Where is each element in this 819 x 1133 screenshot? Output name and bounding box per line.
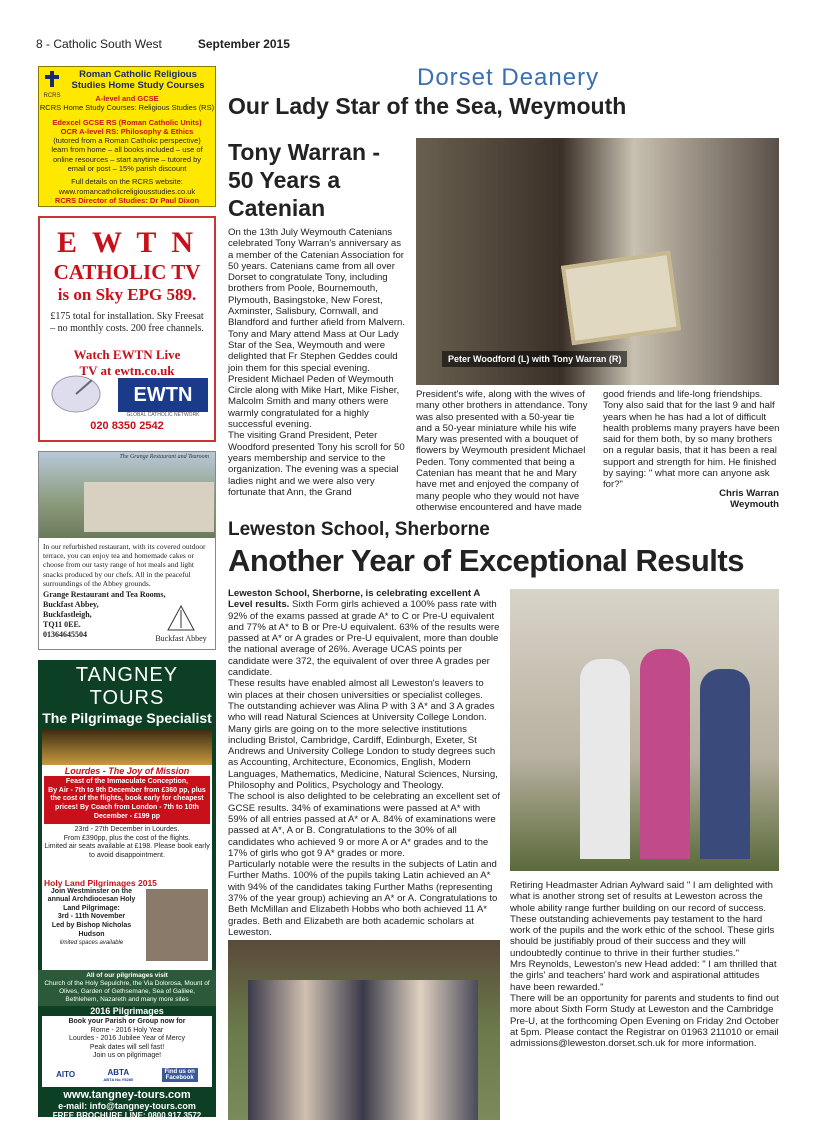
photo-caption: Peter Woodford (L) with Tony Warran (R) bbox=[442, 351, 627, 367]
satellite-dish-icon bbox=[46, 368, 106, 418]
rcrs-line: OCR A-level RS: Philosophy & Ethics bbox=[60, 126, 194, 136]
tangney-title: TANGNEY TOURS bbox=[75, 664, 179, 709]
rcrs-line: Full details on the RCRS website: bbox=[71, 177, 183, 187]
article-column: Retiring Headmaster Adrian Aylward said " I am delighted with what is another strong set of results at Leweston across the whole ability range further building on our record of success. These outstanding achievements pay testament to the hard work of the pupils and the work ethic of the school. These girls should be justifiably proud of their success and they will undoubtedly continue to thrive in their further studies." Mrs Reynolds, Leweston's new Head added: " I am thrilled that the girls' and teachers' hard work and aspirational attitudes have been rewarded." There will be an opportunity for parents and students to find out more about Sixth Form Study at Leweston and the Cambridge Pre-U, at the forthcoming Open Evening on Friday 2nd October at 5pm. Please contact the Registrar on 01963 211010 or email admissions@leweston.dorset.sch.uk for more information. bbox=[510, 880, 779, 1050]
ewtn-title: E W T N bbox=[56, 226, 198, 259]
students-celebrating-photo bbox=[510, 589, 779, 871]
page-header bbox=[36, 37, 290, 51]
section-title: Dorset Deanery bbox=[417, 64, 600, 91]
article-column: Leweston School, Sherborne, is celebrating excellent A Level results. Sixth Form girls achieved a 100% pass rate with 92% of the exams passed at grade A* to C or Pre-U equivalent and 77% at A* to B or Pre-U equivalent. 63% of the results were passed at A* or A grades or Pre-U equivalent, more than double the national average of 26%. Average UCAS points per candidate were 372, the equivalent of over three A grades per candidate. These results have enabled almost all Leweston's leavers to win places at their chosen universities or specialist colleges. The outstanding achiever was Alina P with 3 A* and 3 A grades who will read Natural Sciences at University College London. Many girls are going on to the more selective institutions including Bristol, Cambridge, Cardiff, Edinburgh, Exeter, St Andrews and University College London to study degrees such as Accounting, Architecture, Economics, English, Modern Languages, Mathematics, Medicine, Natural Sciences, Nursing, Philosophy and Politics, Psychology and Theology. The school is also delighted to be celebrating an excellent set of GCSE results. 34% of examinations were passed at A* with 59% of all entries passed at A* or A. 84% of examinations were passed at A*, A or B. Congratulations to the 30% of all candidates who achieved 9 or more A or A* grades and to the 17% of girls who got 9 A* grades or more. Particularly notable were the results in the subjects of Latin and Further Maths. 100% of the pupils taking Latin achieved an A* with 94% of the candidates taking Further Maths (representing 37% of the year group) achieving an A* or A. Congratulations to Beth McMillan and Elizabeth Hobbs who both achieved 11 A* grades. Beth and Elizabeth are both academic scholars at Leweston. bbox=[228, 588, 500, 938]
rcrs-line: RCRS Home Study Courses: Religious Studies (RS) bbox=[39, 103, 215, 113]
rcrs-line: Edexcel GCSE RS (Roman Catholic Units) bbox=[52, 117, 202, 127]
aito-logo: AITO bbox=[56, 1070, 76, 1080]
tony-warran-photo bbox=[416, 138, 779, 385]
ewtn-website[interactable]: TV at ewtn.co.uk bbox=[79, 363, 175, 378]
rcrs-logo: RCRS bbox=[42, 70, 62, 96]
article-title: Another Year of Exceptional Results bbox=[228, 543, 744, 578]
rcrs-line: A-level and GCSE bbox=[95, 94, 159, 103]
ewtn-info: £175 total for installation. Sky Freesat – no monthly costs. 200 free channels. bbox=[50, 311, 204, 334]
byline: Chris Warran Weymouth bbox=[719, 488, 779, 511]
ewtn-watch: Watch EWTN Live bbox=[73, 347, 181, 362]
page-number: 8 - Catholic South West bbox=[36, 37, 162, 51]
students-group-photo bbox=[228, 940, 500, 1120]
rcrs-line: learn from home – all books included – use of online resources – start anytime – tutored by email or post – 15% parish discount bbox=[51, 145, 203, 174]
tangney-email[interactable]: e-mail: info@tangney-tours.com bbox=[58, 1100, 196, 1111]
tangney-advert[interactable]: TANGNEY TOURS The Pilgrimage Specialist Lourdes - The Joy of Mission Feast of the Immaculate Conception, By Air - 7th to 9th December from £360 pp, plus the cost of the flights, book early for cheapest prices! By Coach from London - 7th to 10th December - £199 pp 23rd - 27th December in Lourdes. From £390pp, plus the cost of the flights. Limited air seats available at £198. Please book early to avoid disappointment. Holy Land Pilgrimages 2015 Join Westminster on the annual Archdiocesan Holy Land Pilgrimage: 3rd - 11th November Led by Bishop Nicholas Hudson limited spaces available All of our pilgrimages visit Church of the Holy Sepulchre, the Via Dolorosa, Mount of Olives, Garden of Gethsemane, Sea of Galilee, Bethlehem, Nazareth and many more sites 2016 Pilgrimages Book your Parish or Group now for Rome - 2016 Holy Year Lourdes - 2016 Jubilee Year of Mercy Peak dates will sell fast! Join us on pilgrimage! AITO ABTA ABTA No.Y5280 Find us on Facebook www.tangney-tours.com e-mail: info@tangney-tours.com FREE BROCHURE LINE: 0800 917 3572 bbox=[38, 660, 216, 1117]
rcrs-line: RCRS Director of Studies: Dr Paul Dixon bbox=[54, 195, 200, 205]
ewtn-advert[interactable] bbox=[38, 216, 216, 442]
rcrs-link[interactable]: www.romancatholicreligiousstudies.co.uk bbox=[58, 186, 196, 196]
bishop-photo bbox=[146, 889, 208, 961]
article-column: On the 13th July Weymouth Catenians celebrated Tony Warran's anniversary as a member of the Catenian Association for 50 years. Catenians came from all over Dorset to congratulate Tony, including brothers from Poole, Bournemouth, Plymouth, Basingstoke, New Forest, Axminster, Salisbury, Cornwall, and Blandford and further afield from Malvern. Tony and Mary attend Mass at Our Lady Star of the Sea, Weymouth and were delighted that Fr Stephen Geddes could join them for this special evening. President Michael Peden of Weymouth Circle along with Mike Hart, Mike Fisher, Malcolm Smith and many others were warmly congratulated for a highly successful evening. The visiting Grand President, Peter Woodford presented Tony his scroll for 50 years membership and service to the organization. The evening was a special ladies night and we were also very fortunate that Ann, the Grand bbox=[228, 227, 406, 498]
restaurant-photo bbox=[39, 452, 215, 538]
grange-banner: The Grange Restaurant and Tearoom bbox=[119, 454, 209, 460]
ewtn-sky: is on Sky EPG 589. bbox=[57, 285, 197, 304]
buckfast-logo: Buckfast Abbey bbox=[151, 604, 211, 643]
abta-logo: ABTA ABTA No.Y5280 bbox=[103, 1067, 134, 1082]
ewtn-phone: 020 8350 2542 bbox=[90, 420, 164, 432]
facebook-icon[interactable]: Find us on Facebook bbox=[162, 1068, 198, 1082]
tangney-website[interactable]: www.tangney-tours.com bbox=[63, 1088, 191, 1101]
grange-advert[interactable] bbox=[38, 451, 216, 650]
holy-land-heading: Holy Land Pilgrimages 2015 bbox=[44, 878, 157, 888]
candles-photo bbox=[42, 729, 212, 765]
grange-text: In our refurbished restaurant, with its covered outdoor terrace, you can enjoy tea and homemade cakes or choose from our tasty range of hot meals and light snacks produced by our chefs. All in the peaceful surroundings of the Abbey grounds. bbox=[43, 542, 206, 588]
ewtn-subtitle: CATHOLIC TV bbox=[53, 260, 201, 284]
rcrs-advert[interactable] bbox=[38, 66, 216, 207]
article-subheadline: Tony Warran - 50 Years a Catenian bbox=[228, 139, 381, 221]
tangney-subtitle: The Pilgrimage Specialist bbox=[42, 710, 212, 726]
tangney-phone: FREE BROCHURE LINE: 0800 917 3572 bbox=[52, 1110, 202, 1120]
grange-address: Grange Restaurant and Tea Rooms, Buckfast Abbey, Buckfastleigh, TQ11 0EE. 01364645504 bbox=[43, 590, 166, 640]
pilgrimages-2016: 2016 Pilgrimages bbox=[90, 1006, 164, 1016]
issue-date: September 2015 bbox=[197, 37, 290, 51]
ewtn-logo-sub: GLOBAL CATHOLIC NETWORK bbox=[126, 412, 200, 418]
ewtn-logo: EWTN bbox=[118, 378, 208, 412]
rcrs-title: Roman Catholic Religious Studies Home Study Courses bbox=[71, 69, 205, 91]
article-column: good friends and life-long friendships. Tony also said that for the last 9 and half years when he has had a lot of difficult health problems many prayers have been said for them both, by so many brothers on a regular basis, that it has been a real support and strength for him. He finished by saying: " what more can anyone ask for?" bbox=[603, 389, 780, 491]
rcrs-line: (tutored from a Roman Catholic perspective) bbox=[53, 136, 201, 146]
article-headline: Our Lady Star of the Sea, Weymouth bbox=[228, 93, 627, 119]
article-column: President's wife, along with the wives of many other brothers in attendance. Tony was also presented with a 50-year tie and a 50-year miniature while his wife Mary was presented with a bouquet of flowers by Weymouth president Michael Peden. Tony commented that being a Catenian has meant that he and Mary have met and enjoyed the company of many people who they would not have otherwise encountered and have made bbox=[416, 389, 588, 513]
article-headline: Leweston School, Sherborne bbox=[228, 519, 490, 540]
lourdes-heading: Lourdes - The Joy of Mission bbox=[64, 766, 190, 776]
